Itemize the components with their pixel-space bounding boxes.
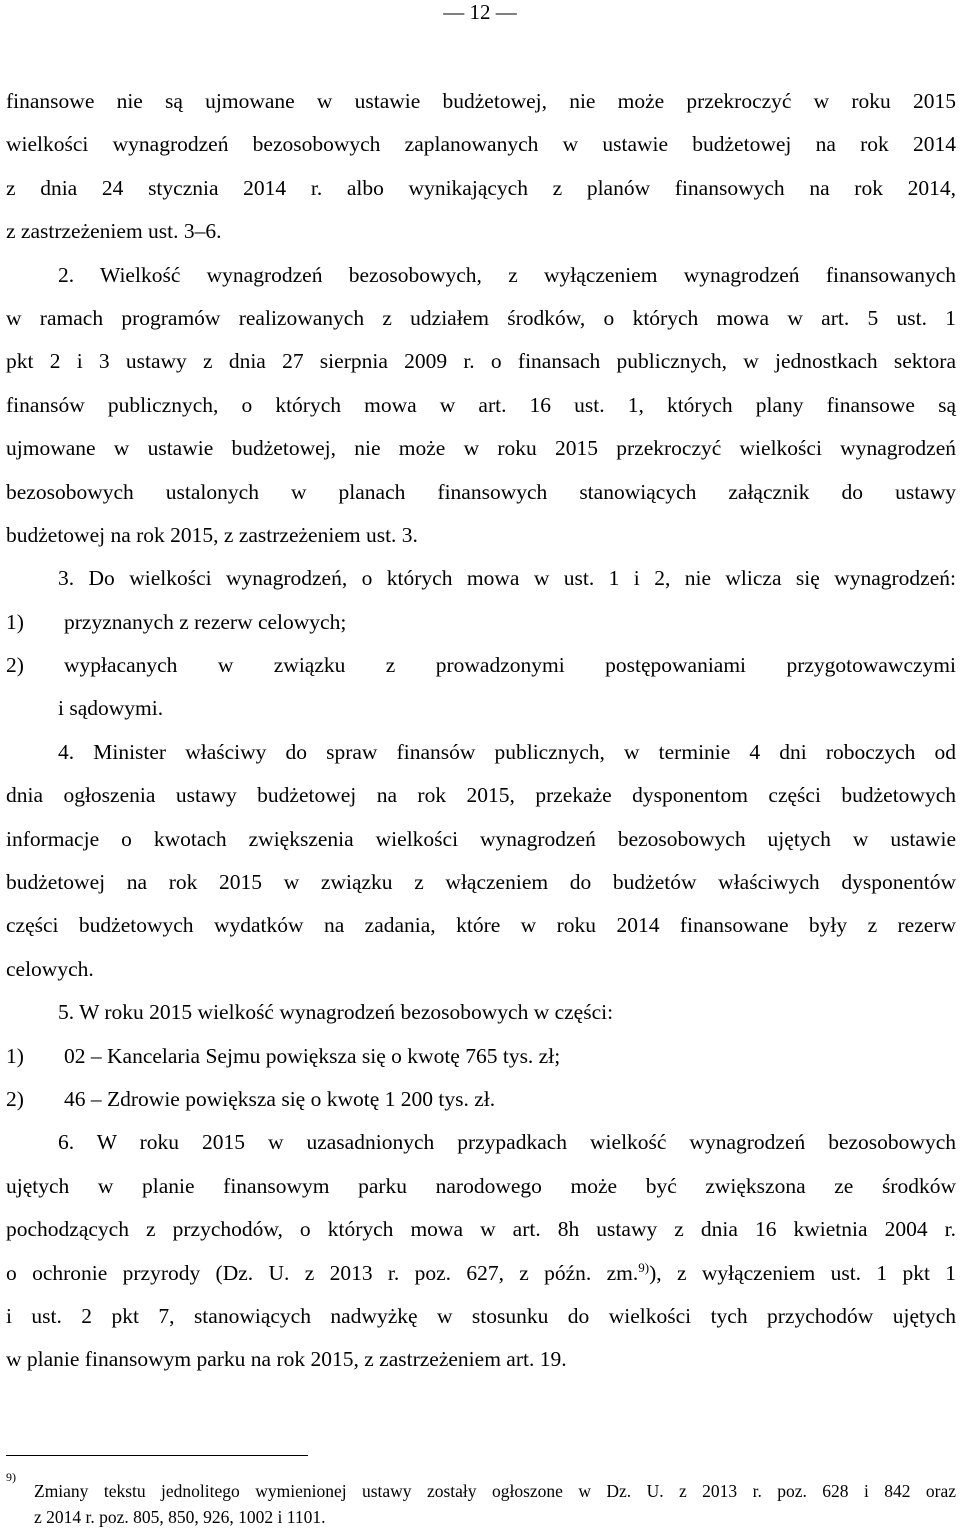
paragraph-6-start: 6. W roku 2015 w uzasadnionych przypadkach wielkość wynagrodzeń bezosobowych [58,1130,956,1155]
text-line: ujmowane w ustawie budżetowej, nie może w roku 2015 przekroczyć wielkości wynagrodzeń [6,436,956,461]
list-item [6,1035,956,1078]
list-item-continuation: i sądowymi. [58,696,164,721]
text-line: i ust. 2 pkt 7, stanowiących nadwyżkę w stosunku do wielkości tych przychodów ujętych [6,1303,956,1328]
footnote [6,1470,956,1530]
list-item [6,601,956,644]
list-item [6,1078,956,1121]
footnote-reference[interactable]: 9) [638,1259,650,1275]
text-line: pkt 2 i 3 ustawy z dnia 27 sierpnia 2009 r. o finansach publicznych, w jednostkach sektora [6,349,956,374]
footnote-text-line: z 2014 r. poz. 805, 850, 926, 1002 i 1101. [34,1507,326,1527]
text-line: celowych. [6,956,94,981]
text-line: bezosobowych ustalonych w planach finansowych stanowiących załącznik do ustawy [6,479,956,504]
text-line: w planie finansowym parku na rok 2015, z zastrzeżeniem art. 19. [6,1347,567,1372]
text-line: informacje o kwotach zwiększenia wielkości wynagrodzeń bezosobowych ujętych w ustawie [6,826,956,851]
text-line: z dnia 24 stycznia 2014 r. albo wynikających z planów finansowych na rok 2014, [6,175,956,200]
text-line: ujętych w planie finansowym parku narodowego może być zwiększona ze środków [6,1173,956,1198]
page-number: — 12 — [443,0,517,24]
text-line-with-footnote-ref [6,1252,956,1295]
footnote-divider [6,1455,308,1456]
text-segment: ), z wyłączeniem ust. 1 pkt 1 [649,1260,956,1285]
text-line: pochodzących z przychodów, o których mowa w art. 8h ustawy z dnia 16 kwietnia 2004 r. [6,1217,956,1242]
text-line: budżetowej na rok 2015, z zastrzeżeniem ust. 3. [6,522,418,547]
text-line: wielkości wynagrodzeń bezosobowych zaplanowanych w ustawie budżetowej na rok 2014 [6,132,956,157]
text-line: dnia ogłoszenia ustawy budżetowej na rok 2015, przekaże dysponentom części budżetowych [6,783,956,808]
text-line: finansowe nie są ujmowane w ustawie budżetowej, nie może przekroczyć w roku 2015 [6,89,956,113]
list-item-text: wypłacanych w związku z prowadzonymi postępowaniami przygotowawczymi [64,653,956,678]
text-segment: o ochronie przyrody (Dz. U. z 2013 r. poz. 627, z późn. zm. [6,1260,639,1285]
list-item [6,644,956,687]
text-line: części budżetowych wydatków na zadania, które w roku 2014 finansowane były z rezerw [6,913,956,938]
list-item-number: 2) [6,1086,24,1111]
text-line: budżetowej na rok 2015 w związku z włączeniem do budżetów właściwych dysponentów [6,870,956,895]
body-text [6,80,956,1382]
list-item-number: 1) [6,1043,24,1068]
list-item-text: 46 – Zdrowie powiększa się o kwotę 1 200 tys. zł. [64,1086,496,1111]
footnote-text-line: Zmiany tekstu jednolitego wymienionej ustawy zostały ogłoszone w Dz. U. z 2013 r. poz. 628 i 842 oraz [34,1481,956,1501]
text-line: z zastrzeżeniem ust. 3–6. [6,219,222,244]
footnote-mark: 9) [6,1470,16,1484]
paragraph-5-start: 5. W roku 2015 wielkość wynagrodzeń bezosobowych w części: [58,1000,614,1025]
list-item-text: przyznanych z rezerw celowych; [64,609,347,634]
list-item-number: 2) [6,653,24,678]
text-line: finansów publicznych, o których mowa w art. 16 ust. 1, których plany finansowe są [6,392,956,417]
text-line: w ramach programów realizowanych z udziałem środków, o których mowa w art. 5 ust. 1 [6,305,956,330]
list-item-number: 1) [6,609,24,634]
list-item-text: 02 – Kancelaria Sejmu powiększa się o kwotę 765 tys. zł; [64,1043,561,1068]
paragraph-3-start: 3. Do wielkości wynagrodzeń, o których mowa w ust. 1 i 2, nie wlicza się wynagrodzeń: [58,566,956,591]
paragraph-4-start: 4. Minister właściwy do spraw finansów publicznych, w terminie 4 dni roboczych od [58,739,956,764]
paragraph-2-start: 2. Wielkość wynagrodzeń bezosobowych, z wyłączeniem wynagrodzeń finansowanych [58,262,956,287]
